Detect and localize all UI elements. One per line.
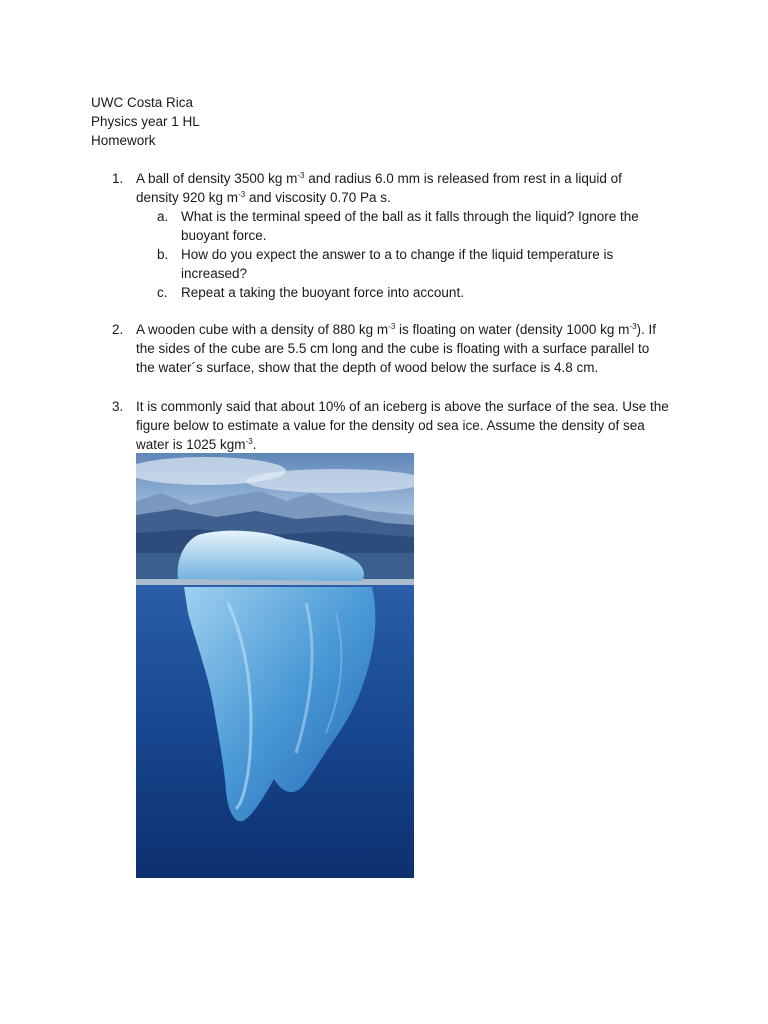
text-segment: . — [252, 437, 257, 452]
text-line: the water´s surface, show that the depth of wood below the surface is 4.8 cm. — [136, 360, 599, 375]
subquestion-letter: b. — [157, 247, 169, 262]
subquestion-c — [157, 283, 682, 302]
subquestion-letter: c. — [157, 285, 168, 300]
superscript: -3 — [238, 190, 246, 199]
text-segment: water is 1025 kgm — [136, 437, 246, 452]
text-segment: and viscosity 0.70 Pa s. — [245, 190, 391, 205]
text-line: Repeat a taking the buoyant force into account. — [181, 285, 464, 300]
superscript: -3 — [388, 322, 396, 331]
superscript: -3 — [297, 171, 305, 180]
document-title: Homework — [91, 133, 156, 148]
superscript: -3 — [245, 437, 253, 446]
iceberg-image — [136, 453, 414, 878]
question-number: 3. — [112, 399, 124, 414]
superscript: -3 — [629, 322, 637, 331]
text-segment: A wooden cube with a density of 880 kg m — [136, 322, 389, 337]
question-2 — [112, 320, 682, 377]
question-text — [136, 397, 682, 454]
text-segment: A ball of density 3500 kg m — [136, 171, 298, 186]
text-segment: ). If — [636, 322, 657, 337]
text-line: increased? — [181, 266, 248, 281]
text-line: It is commonly said that about 10% of an iceberg is above the surface of the sea. Use the — [136, 399, 669, 414]
text-segment: and radius 6.0 mm is released from rest in a liquid of — [304, 171, 622, 186]
text-segment: is floating on water (density 1000 kg m — [395, 322, 630, 337]
question-1 — [112, 169, 682, 302]
question-text — [136, 169, 682, 207]
text-line: the sides of the cube are 5.5 cm long and the cube is floating with a surface parallel to — [136, 341, 650, 356]
document-header — [91, 93, 200, 150]
question-3 — [112, 397, 682, 454]
subquestion-letter: a. — [157, 209, 169, 224]
text-line: figure below to estimate a value for the density od sea ice. Assume the density of sea — [136, 418, 645, 433]
course-name: Physics year 1 HL — [91, 114, 200, 129]
school-name: UWC Costa Rica — [91, 95, 194, 110]
question-number: 2. — [112, 322, 124, 337]
text-segment: density 920 kg m — [136, 190, 239, 205]
subquestion-b — [157, 245, 682, 283]
question-text — [136, 320, 682, 377]
subquestion-a — [157, 207, 682, 245]
text-line: buoyant force. — [181, 228, 267, 243]
question-number: 1. — [112, 171, 124, 186]
text-line: How do you expect the answer to a to change if the liquid temperature is — [181, 247, 614, 262]
text-line: What is the terminal speed of the ball as it falls through the liquid? Ignore the — [181, 209, 639, 224]
